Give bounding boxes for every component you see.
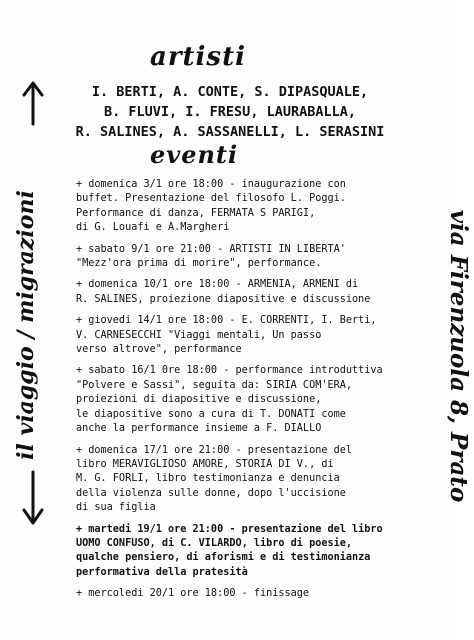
event-line: buffet. Presentazione del filosofo L. Poggi.	[76, 193, 346, 205]
events-heading: eventi	[150, 140, 239, 169]
event-item	[76, 178, 406, 236]
vertical-theme-text: il viaggio / migrazioni	[13, 190, 39, 460]
event-line: libro MERAVIGLIOSO AMORE, STORIA DI V., di	[76, 458, 334, 470]
event-line: proiezioni di diapositive e discussione,	[76, 394, 322, 406]
event-line: + domenica 17/1 ore 21:00 - presentazione del	[76, 444, 353, 456]
event-item	[76, 364, 406, 436]
event-line: + sabato 16/1 0re 18:00 - performance introduttiva	[76, 365, 383, 377]
event-line: di sua figlia	[76, 502, 156, 514]
artists-line: R. SALINES, A. SASSANELLI, L. SERASINI	[75, 124, 385, 140]
artists-list	[40, 82, 420, 142]
event-line: della violenza sulle donne, dopo l'uccisione	[76, 487, 346, 499]
event-line: anche la performance insieme a F. DIALLO	[76, 423, 322, 435]
event-item	[76, 314, 406, 357]
event-line: V. CARNESECCHI "Viaggi mentali, Un passo	[76, 329, 322, 341]
artists-line: B. FLUVI, I. FRESU, LAURABALLA,	[104, 104, 356, 120]
event-line: verso altrove", performance	[76, 344, 242, 356]
event-line: + sabato 9/1 ore 21:00 - ARTISTI IN LIBERTA'	[76, 243, 346, 255]
event-item	[76, 523, 406, 581]
event-line: "Polvere e Sassi", seguita da: SIRIA COM'ERA,	[76, 379, 353, 391]
artists-heading: artisti	[150, 42, 246, 72]
event-line: + mercoledi 20/1 ore 18:00 - finissage	[76, 588, 310, 600]
event-item	[76, 278, 406, 307]
event-line: performativa della pratesità	[76, 566, 248, 578]
event-line: "Mezz'ora prima di morire", performance.	[76, 258, 322, 270]
event-line: le diapositive sono a cura di T. DONATI come	[76, 408, 346, 420]
artists-line: I. BERTI, A. CONTE, S. DIPASQUALE,	[91, 84, 369, 100]
up-arrow-icon	[20, 80, 46, 126]
event-item	[76, 444, 406, 516]
event-line: M. G. FORLI, libro testimonianza e denuncia	[76, 473, 340, 485]
event-line: UOMO CONFUSO, di C. VILARDO, libro di poesie,	[76, 537, 353, 549]
vertical-address-text: via Firenzuola 8, Prato	[445, 209, 472, 503]
events-list	[76, 178, 406, 609]
event-line: + martedi 19/1 ore 21:00 - presentazione del libro	[76, 523, 383, 535]
event-line: di G. Louafi e A.Margheri	[76, 222, 230, 234]
event-line: R. SALINES, proiezione diapositive e discussione	[76, 293, 371, 305]
event-item	[76, 243, 406, 272]
event-line: + domenica 10/1 ore 18:00 - ARMENIA, ARMENI di	[76, 279, 359, 291]
event-item	[76, 587, 406, 601]
event-line: Performance di danza, FERMATA S PARIGI,	[76, 207, 316, 219]
event-line: qualche pensiero, di aforismi e di testimonianza	[76, 552, 371, 564]
event-line: + domenica 3/1 ore 18:00 - inaugurazione con	[76, 179, 346, 190]
down-arrow-icon	[20, 470, 46, 526]
event-line: + giovedi 14/1 ore 18:00 - E. CORRENTI, I. Berti,	[76, 315, 377, 327]
